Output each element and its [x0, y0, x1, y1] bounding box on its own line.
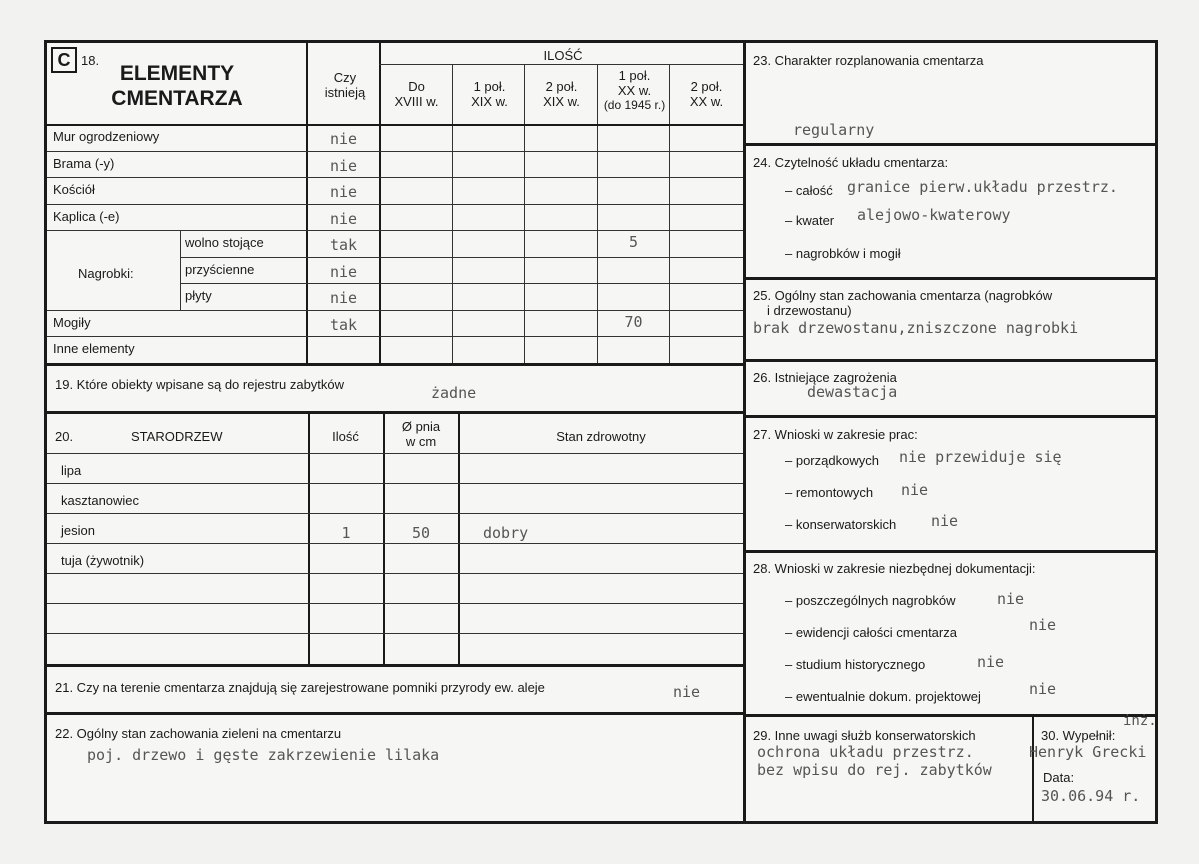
list-item-label: – konserwatorskich	[785, 517, 897, 532]
divider	[746, 415, 1155, 418]
divider	[180, 231, 181, 310]
section30-name: Henryk Grecki	[1029, 743, 1147, 761]
list-item-value: nie	[1029, 616, 1057, 634]
section23-value: regularny	[793, 121, 875, 139]
tree-health: dobry	[483, 524, 529, 542]
row-exists-value: nie	[329, 289, 358, 307]
period-header-line: XX w.	[617, 83, 652, 98]
section30-date-value: 30.06.94 r.	[1041, 787, 1141, 805]
divider	[746, 143, 1155, 146]
list-item-label: – ewidencji całości cmentarza	[785, 625, 957, 640]
row-divider	[47, 483, 743, 484]
row-divider	[180, 283, 743, 284]
list-item-label: – studium historycznego	[785, 657, 926, 672]
col-health-header: Stan zdrowotny	[556, 429, 646, 444]
row-label: Kaplica (-e)	[53, 208, 120, 224]
row-exists-value: tak	[329, 236, 358, 254]
row-divider	[47, 204, 743, 205]
row-exists-value: nie	[329, 209, 358, 228]
divider	[47, 712, 743, 715]
list-item-value: nie	[901, 481, 929, 499]
section19-value: żadne	[431, 384, 477, 402]
row-divider	[47, 151, 743, 152]
divider	[669, 64, 670, 363]
section18-title-line2: CMENTARZA	[111, 87, 243, 110]
list-item-label: – porządkowych	[785, 453, 879, 468]
row-divider	[180, 257, 743, 258]
section30-label: 30. Wypełnił:	[1041, 728, 1116, 743]
list-item-label: – poszczególnych nagrobków	[785, 593, 956, 608]
row-exists-value: nie	[329, 262, 358, 281]
section25-value: brak drzewostanu,zniszczone nagrobki	[753, 319, 1079, 337]
list-item-value: nie	[977, 653, 1005, 671]
divider	[746, 550, 1155, 553]
divider	[452, 64, 453, 363]
period-header	[525, 79, 598, 109]
row-exists-value: nie	[329, 183, 358, 201]
col-diameter-header	[384, 419, 458, 449]
section26-value: dewastacja	[807, 383, 898, 401]
row-divider	[47, 177, 743, 178]
section29-label: 29. Inne uwagi służb konserwatorskich	[753, 728, 976, 743]
row-divider	[47, 230, 743, 231]
tree-name: jesion	[61, 523, 95, 538]
col-count-header: Ilość	[332, 429, 359, 444]
divider	[47, 124, 743, 126]
row-label: wolno stojące	[185, 235, 264, 250]
divider	[47, 664, 743, 667]
row-label: Brama (-y)	[53, 155, 115, 171]
row-divider	[47, 453, 743, 454]
period-header	[598, 68, 671, 113]
section18-title	[87, 61, 267, 111]
list-item-value: granice pierw.układu przestrz.	[847, 178, 1118, 196]
row-label: Mogiły	[53, 314, 91, 330]
divider	[1032, 714, 1034, 821]
divider	[379, 64, 743, 65]
row-label: Inne elementy	[53, 341, 135, 356]
period-header-line: XVIII w.	[394, 94, 439, 109]
section19-label: 19. Które obiekty wpisane są do rejestru zabytków	[55, 377, 345, 392]
row-label: Kościół	[53, 182, 95, 197]
divider	[524, 64, 525, 363]
divider	[458, 411, 460, 664]
section20-number: 20.	[55, 429, 74, 444]
period-header	[380, 79, 453, 109]
section24-label: 24. Czytelność układu cmentarza:	[753, 155, 949, 170]
period-header-line: 1 poł.	[618, 68, 651, 83]
row-exists-value: nie	[329, 130, 358, 148]
row-label: Mur ogrodzeniowy	[53, 129, 160, 144]
row-exists-value: tak	[329, 315, 358, 334]
section21-value: nie	[673, 683, 701, 701]
tree-count: 1	[341, 524, 351, 542]
section20-title: STARODRZEW	[131, 429, 223, 444]
section30-date-label: Data:	[1043, 770, 1075, 785]
section30-title: inż.	[1123, 713, 1157, 729]
section26-label: 26. Istniejące zagrożenia	[753, 370, 897, 385]
row-divider	[47, 336, 743, 337]
row-divider	[47, 310, 743, 311]
period-header	[453, 79, 526, 109]
period-header-line: 1 poł.	[473, 79, 506, 94]
section25-label-line2: i drzewostanu)	[767, 303, 852, 318]
tree-name: tuja (żywotnik)	[61, 553, 145, 568]
nagrobki-label: Nagrobki:	[78, 266, 134, 281]
list-item-value: nie	[1029, 680, 1057, 698]
row-label: przyścienne	[185, 261, 255, 277]
section23-label: 23. Charakter rozplanowania cmentarza	[753, 53, 984, 68]
divider	[746, 277, 1155, 280]
col-diameter-line1: Ø pnia	[401, 419, 441, 434]
period-header-line: XIX w.	[543, 94, 580, 109]
row-quantity-value: 5	[628, 233, 639, 251]
col-exists-header	[309, 70, 381, 100]
list-item-label: – kwater	[785, 213, 835, 228]
section25-label	[753, 288, 1052, 318]
divider	[47, 411, 743, 414]
section21-label: 21. Czy na terenie cmentarza znajdują się zarejestrowane pomniki przyrody ew. aleje	[55, 680, 545, 695]
list-item-value: nie	[997, 590, 1025, 608]
row-exists-value: nie	[329, 156, 358, 175]
period-header-line: XX w.	[689, 94, 724, 109]
section22-value: poj. drzewo i gęste zakrzewienie lilaka	[87, 746, 440, 764]
period-header-line: XIX w.	[471, 94, 508, 109]
list-item-label: – ewentualnie dokum. projektowej	[785, 689, 981, 704]
row-quantity-value: 70	[624, 312, 643, 331]
col-exists-line1: Czy	[333, 70, 357, 85]
section29-value-line2: bez wpisu do rej. zabytków	[757, 761, 992, 779]
period-header-line: 2 poł.	[690, 79, 723, 94]
section-letter-box: C	[51, 47, 77, 73]
section29-value-line1: ochrona układu przestrz.	[757, 743, 974, 761]
period-header	[670, 79, 743, 109]
list-item-label: – nagrobków i mogił	[785, 246, 901, 261]
divider	[47, 363, 743, 366]
period-header-line: Do	[408, 79, 425, 94]
section22-label: 22. Ogólny stan zachowania zieleni na cmentarzu	[55, 726, 342, 741]
section27-label: 27. Wnioski w zakresie prac:	[753, 427, 918, 442]
list-item-label: – całość	[785, 183, 833, 198]
list-item-value: alejowo-kwaterowy	[857, 206, 1011, 224]
list-item-label: – remontowych	[785, 485, 874, 500]
col-quantity-header: ILOŚĆ	[543, 48, 583, 63]
period-header-line: 2 poł.	[545, 79, 578, 94]
tree-name: kasztanowiec	[61, 493, 140, 508]
monument-card-form	[44, 40, 1158, 824]
section18-number: 18.	[81, 53, 100, 68]
col-exists-line2: istnieją	[324, 85, 366, 100]
row-divider	[47, 573, 743, 574]
section28-label: 28. Wnioski w zakresie niezbędnej dokumentacji:	[753, 561, 1036, 576]
row-divider	[47, 633, 743, 634]
row-divider	[47, 543, 743, 544]
divider	[743, 43, 746, 821]
divider	[746, 359, 1155, 362]
row-divider	[47, 513, 743, 514]
row-label: płyty	[185, 288, 212, 303]
tree-diameter: 50	[411, 524, 431, 542]
divider	[746, 714, 1155, 717]
col-diameter-line2: w cm	[405, 434, 437, 449]
row-divider	[47, 603, 743, 604]
section18-title-line1: ELEMENTY	[119, 62, 235, 85]
period-header-line: (do 1945 r.)	[603, 98, 666, 112]
list-item-value: nie przewiduje się	[899, 448, 1062, 466]
tree-name: lipa	[61, 463, 82, 478]
section25-label-line1: 25. Ogólny stan zachowania cmentarza (nagrobków	[753, 288, 1053, 303]
list-item-value: nie	[931, 512, 959, 530]
